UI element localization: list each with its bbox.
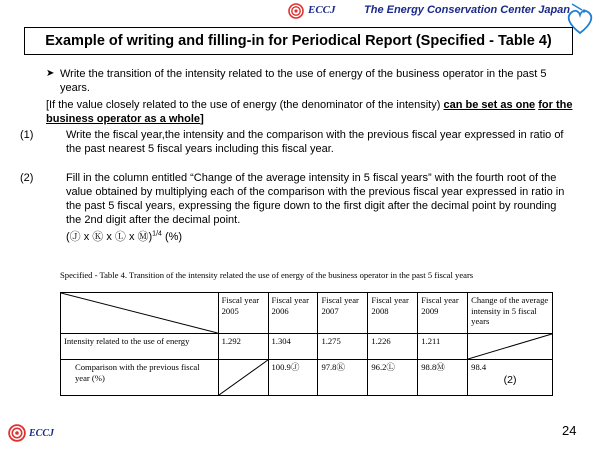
note-emphasis-1: can be set as one (443, 99, 536, 111)
table-cell: 100.9Ⓙ (268, 360, 318, 396)
col-header: Fiscal year 2009 (418, 293, 468, 334)
formula (66, 231, 182, 243)
header-bar (0, 0, 600, 22)
instruction-item-2 (20, 171, 565, 244)
col-header: Fiscal year 2008 (368, 293, 418, 334)
change-note: (2) (503, 373, 517, 386)
page-title: Example of writing and filling-in for Periodical Report (Specified - Table 4) (45, 33, 552, 49)
empty-diagonal-cell (468, 334, 553, 360)
bullet-text: Write the transition of the intensity related to the use of energy of the business operator in the past 5 years. (60, 68, 547, 94)
table-row (61, 360, 553, 396)
change-cell (468, 360, 553, 396)
item-number: (1) (20, 129, 34, 141)
table-cell: 1.275 (318, 334, 368, 360)
note-tail: ] (200, 113, 204, 125)
formula-base: (Ⓙ x Ⓚ x Ⓛ x Ⓜ) (66, 230, 153, 243)
diagonal-line (219, 360, 268, 395)
eccj-logo-icon (288, 3, 304, 19)
col-header: Fiscal year 2006 (268, 293, 318, 334)
item-text: Fill in the column entitled “Change of the average intensity in 5 fiscal years” with the fourth root of the value obtained by multiplying each of the comparison with the previous fiscal year expressed in ratio in the past 5 fiscal years, expressing the figure down to the first digit after the decimal point by rounding the 2nd digit after the decimal point. (66, 172, 565, 226)
note-lead: [If the value closely related to the use of energy (the denominator of the intensity) (46, 99, 441, 111)
table-caption: Specified - Table 4. Transition of the intensity related the use of energy of the business operator in the past 5 fiscal years (60, 270, 474, 280)
table-cell: 1.292 (218, 334, 268, 360)
header-eccj-label: ECCJ (308, 4, 336, 16)
table-cell: 1.211 (418, 334, 468, 360)
table-header-row (61, 293, 553, 334)
table-cell: 98.8Ⓜ (418, 360, 468, 396)
denominator-note (46, 98, 576, 126)
intensity-table (60, 292, 553, 396)
diagonal-line (61, 293, 218, 333)
title-box (24, 27, 573, 55)
col-header: Change of the average intensity in 5 fiscal years (468, 293, 553, 334)
table-cell: 1.226 (368, 334, 418, 360)
bullet-item (46, 67, 576, 95)
empty-diagonal-cell (218, 360, 268, 396)
col-header: Fiscal year 2007 (318, 293, 368, 334)
arrow-bullet-icon: ➤ (46, 68, 55, 79)
table-cell: 97.8Ⓚ (318, 360, 368, 396)
table-row (61, 334, 553, 360)
footer-eccj-label: ECCJ (29, 428, 55, 439)
instruction-item-1 (20, 128, 565, 156)
row-label-comparison: Comparison with the previous fiscal year (%) (61, 360, 219, 396)
item-number: (2) (20, 172, 34, 184)
note-emphasis-2: for the business operator as a whole (46, 99, 573, 125)
item-text: Write the fiscal year,the intensity and the comparison with the previous fiscal year expressed in ratio of the past nearest 5 fiscal years including this fiscal year. (66, 129, 564, 155)
page-number: 24 (562, 423, 577, 438)
eccj-footer-logo-icon (8, 424, 26, 442)
change-value: 98.4 (471, 362, 487, 372)
corner-cell (61, 293, 219, 334)
col-header: Fiscal year 2005 (218, 293, 268, 334)
table-cell: 96.2Ⓛ (368, 360, 418, 396)
formula-unit: (%) (161, 230, 183, 243)
header-org-name: The Energy Conservation Center Japan (364, 4, 570, 16)
table-cell: 1.304 (268, 334, 318, 360)
item-body (20, 171, 565, 244)
formula-exponent: 1/4 (152, 230, 162, 237)
diagonal-line (468, 334, 552, 359)
row-label-intensity: Intensity related to the use of energy (61, 334, 219, 360)
